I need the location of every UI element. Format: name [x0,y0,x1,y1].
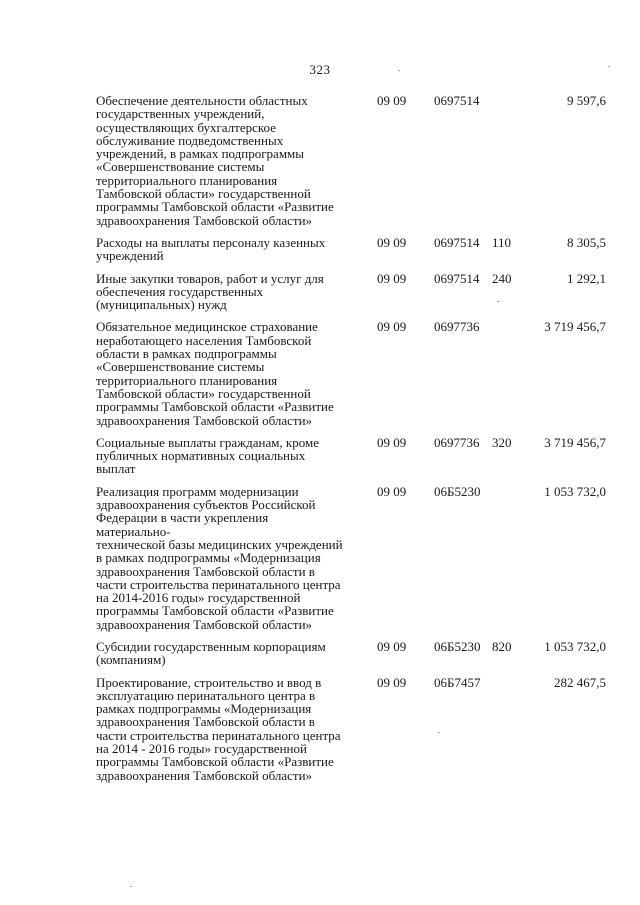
scan-speck [608,66,610,67]
row-amount: 8 305,5 [567,234,606,250]
row-section-code: 09 09 [377,234,407,250]
row-name: Реализация программ модернизации здравоохранения субъектов Российской Федерации в части укрепления материально- технической базы медицинских учреждений в рамках подпрограммы «Модернизация здравоохранения Тамбовской области в части строительства перинатального центра на 2014-2016 годы» государственной программы Тамбовской области «Развитие здравоохранения Тамбовской области» [96,483,343,632]
row-section-code: 09 09 [377,638,407,654]
row-expense-type-code: 820 [492,638,512,654]
row-article-code: 06Б5230 [434,483,481,499]
row-amount: 9 597,6 [567,93,606,108]
row-section-code: 09 09 [377,674,407,690]
scan-speck [130,886,132,887]
row-amount: 1 053 732,0 [544,638,606,654]
row-article-code: 06Б7457 [434,674,481,690]
row-amount: 3 719 456,7 [544,319,606,335]
page-number: 323 [309,62,331,77]
table-row [96,320,606,426]
row-section-code: 09 09 [377,319,407,335]
budget-table [96,94,606,782]
scan-speck [438,732,440,733]
row-name: Социальные выплаты гражданам, кроме публичных нормативных социальных выплат [96,434,319,477]
row-amount: 1 053 732,0 [544,483,606,499]
table-row [96,676,606,782]
row-amount: 282 467,5 [554,674,606,690]
row-name: Субсидии государственным корпорациям (компаниям) [96,638,326,668]
row-article-code: 0697514 [434,270,480,286]
row-article-code: 0697514 [434,234,480,250]
row-name: Расходы на выплаты персоналу казенных учреждений [96,234,326,264]
table-row [96,236,606,263]
row-section-code: 09 09 [377,434,407,450]
row-expense-type-code: 320 [492,434,512,450]
table-row [96,436,606,476]
scan-speck [497,301,499,302]
row-name: Обеспечение деятельности областных государственных учреждений, осуществляющих бухгалтерское обслуживание подведомственных учреждений, в рамках подпрограммы «Совершенствование системы территориального планирования Тамбовской области» государственной программы Тамбовской области «Развитие здравоохранения Тамбовской области» [96,93,334,228]
row-article-code: 0697514 [434,93,480,108]
row-name: Проектирование, строительство и ввод в эксплуатацию перинатального центра в рамках подпрограммы «Модернизация здравоохранения Тамбовской области в части строительства перинатального центра на 2014 - 2016 годы» государственной программы Тамбовской области «Развитие здравоохранения Тамбовской области» [96,674,341,783]
row-article-code: 0697736 [434,434,480,450]
table-row [96,94,606,227]
row-section-code: 09 09 [377,93,407,108]
row-article-code: 06Б5230 [434,638,481,654]
table-row [96,272,606,312]
table-row [96,485,606,631]
row-section-code: 09 09 [377,270,407,286]
row-section-code: 09 09 [377,483,407,499]
row-expense-type-code: 240 [492,270,512,286]
row-name: Обязательное медицинское страхование неработающего населения Тамбовской области в рамках подпрограммы «Совершенствование системы территориального планирования Тамбовской области» государственной программы Тамбовской области «Развитие здравоохранения Тамбовской области» [96,319,334,428]
row-name: Иные закупки товаров, работ и услуг для обеспечения государственных (муниципальных) нужд [96,270,324,313]
row-article-code: 0697736 [434,319,480,335]
table-row [96,640,606,667]
row-expense-type-code: 110 [492,234,512,250]
row-amount: 3 719 456,7 [544,434,606,450]
row-amount: 1 292,1 [567,270,606,286]
scan-speck [398,70,400,71]
